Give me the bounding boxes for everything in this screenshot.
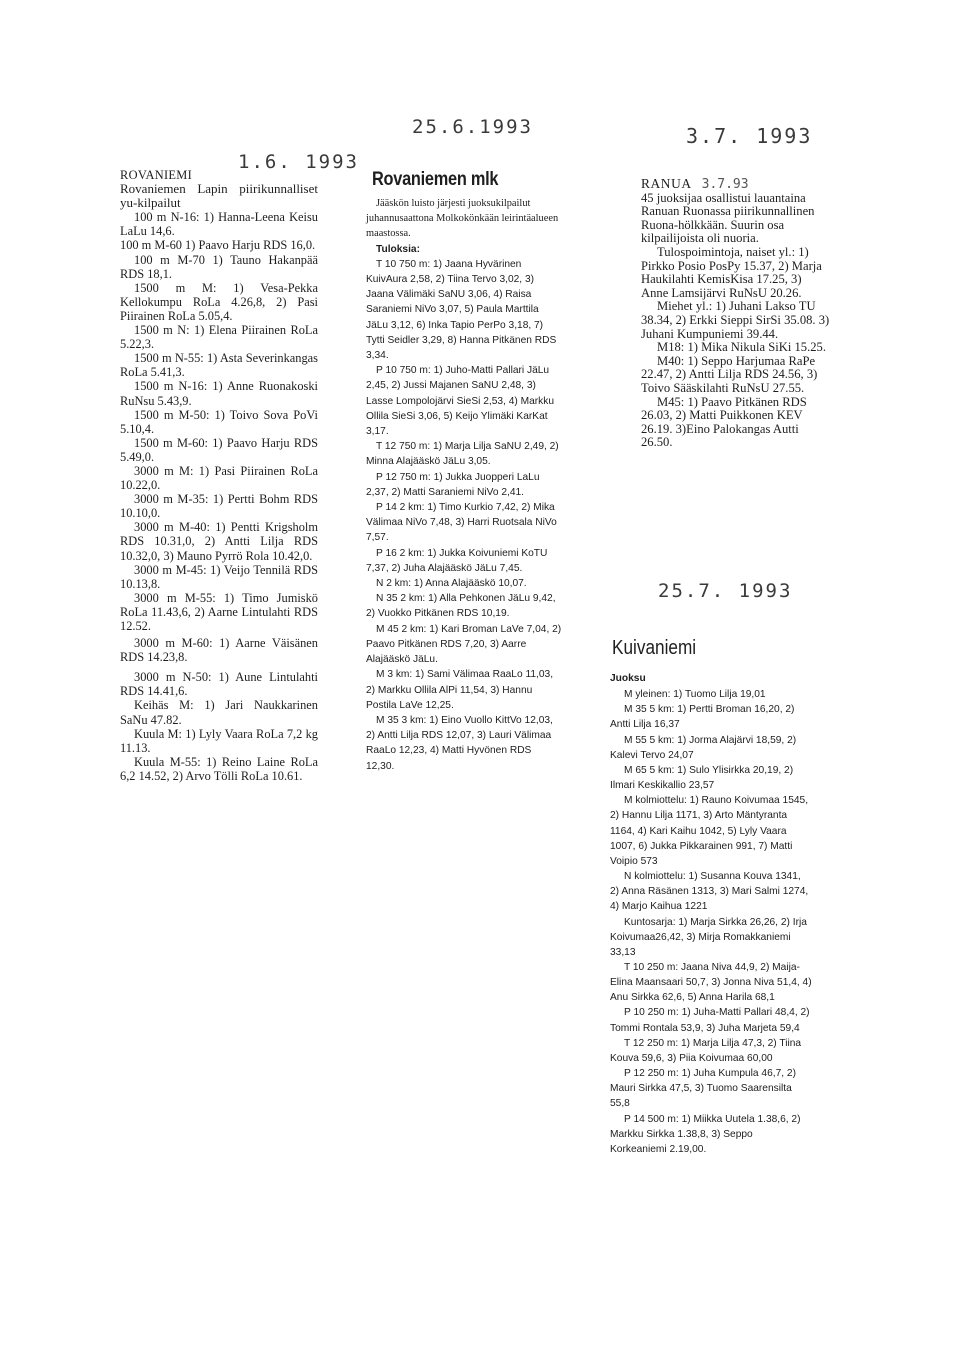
clipping-kuivaniemi <box>610 635 812 1157</box>
result-paragraph: P 10 750 m: 1) Juho-Matti Pallari JäLu 2,45, 2) Jussi Majanen SaNU 2,48, 3) Lasse Lompolojärvi SieSi 2,53, 4) Markku Ollila SieSi 3,06, 5) Keijo Ylimäki KarKat 3,17. <box>366 365 554 438</box>
result-paragraph: T 10 750 m: 1) Jaana Hyvärinen KuivAura 2,58, 2) Tiina Tervo 3,02, 3) Jaana Välimäki SaNU 3,06, 4) Raisa Saraniemi NiVo 3,07, 5) Paula Marttila JäLu 3,12, 6) Inka Tapio PerPo 3,18, 7) Tytti Seidler 3,29, 8) Hanna Pitkänen RDS 3,34. <box>366 258 557 362</box>
result-paragraph: N kolmiottelu: 1) Susanna Kouva 1341, 2) Anna Räsänen 1313, 3) Mari Salmi 1274, 4) Marjo Kaihua 1221 <box>610 871 809 913</box>
result-paragraph: Keihäs M: 1) Jari Naukkarinen SaNu 47.82. <box>120 698 318 727</box>
results-label: Tuloksia: <box>376 243 420 255</box>
result-paragraph: Tulospoimintoja, naiset yl.: 1) Pirkko Posio PosPy 15.37, 2) Marja Haukilahti KemisKisa 17.25, 3) Anne Lamsijärvi RuNsU 20.26. <box>641 244 822 300</box>
result-paragraph: P 14 500 m: 1) Miikka Uutela 1.38,6, 2) Markku Sirkka 1.38,8, 3) Seppo Korkeaniemi 2.19,00. <box>610 1113 801 1155</box>
result-paragraph: M 55 5 km: 1) Jorma Alajärvi 18,59, 2) Kalevi Tervo 24,07 <box>610 734 797 761</box>
clipping-headline: Kuivaniemi <box>612 637 697 659</box>
clipping-heading: Rovaniemen Lapin piirikunnalliset yu-kilpailut <box>120 181 318 211</box>
result-paragraph: 100 m N-16: 1) Hanna-Leena Keisu LaLu 14,6. <box>120 210 318 239</box>
result-paragraph: 3000 m M-35: 1) Pertti Bohm RDS 10.10,0. <box>120 492 318 521</box>
result-paragraph: 1500 m N-55: 1) Asta Severinkangas RoLa 5.41,3. <box>120 351 318 380</box>
result-paragraph: T 12 250 m: 1) Marja Lilja 47,3, 2) Tiina Kouva 59,6, 3) Piia Koivumaa 60,00 <box>610 1037 802 1064</box>
clipping-lead: Jääskön luisto järjesti juoksukilpailut juhannusaattona Molkokönkään leirintäalueen maastossa. <box>366 198 559 240</box>
result-paragraph: 100 m M-70 1) Tauno Hakanpää RDS 18,1. <box>120 252 318 281</box>
result-paragraph: M 35 5 km: 1) Pertti Broman 16,20, 2) Antti Lilja 16,37 <box>610 704 795 731</box>
result-paragraph: 3000 m M-60: 1) Aarne Väisänen RDS 14.23,8. <box>120 636 318 665</box>
handwritten-date-3: 3.7. 1993 <box>686 124 813 148</box>
result-paragraph: 3000 m N-50: 1) Aune Lintulahti RDS 14.41,6. <box>120 670 318 699</box>
handwritten-date-2: 25.6.1993 <box>412 116 533 138</box>
result-paragraph: 1500 m N-16: 1) Anne Ruonakoski RuNsu 5.43,9. <box>120 379 318 408</box>
clipping-rovaniemen-mlk <box>366 168 562 774</box>
result-paragraph: P 12 750 m: 1) Jukka Juopperi LaLu 2,37, 2) Matti Saraniemi NiVo 2,41. <box>366 471 540 498</box>
clipping-ranua <box>641 177 831 450</box>
result-paragraph: 100 m M-60 1) Paavo Harju RDS 16,0. <box>120 238 316 253</box>
result-paragraph: M 45 2 km: 1) Kari Broman LaVe 7,04, 2) Paavo Pitkänen RDS 7,20, 3) Aarre Alajääskö JäLu. <box>366 623 562 666</box>
result-paragraph: 1500 m M-60: 1) Paavo Harju RDS 5.49,0. <box>120 435 318 464</box>
result-paragraph: T 10 250 m: Jaana Niva 44,9, 2) Maija-Elina Maansaari 50,7, 3) Jonna Niva 51,4, 4) Anu Sirkka 62,6, 5) Anna Harila 68,1 <box>610 961 812 1004</box>
result-paragraph: N 2 km: 1) Anna Alajääskö 10,07. <box>376 578 527 590</box>
clipping-city: ROVANIEMI <box>120 168 192 182</box>
result-paragraph: M18: 1) Mika Nikula SiKi 15.25. <box>657 340 826 355</box>
result-paragraph: T 12 750 m: 1) Marja Lilja SaNU 2,49, 2) Minna Alajääskö JäLu 3,05. <box>366 441 559 468</box>
result-paragraph: 1500 m M-50: 1) Toivo Sova PoVi 5.10,4. <box>120 407 318 436</box>
result-paragraph: M kolmiottelu: 1) Rauno Koivumaa 1545, 2) Hannu Lilja 1171, 3) Arto Mäntyranta 1164, 4) Kari Kaihu 1042, 5) Lyly Vaara 1007, 6) Jukka Pikkarainen 991, 7) Matti Voipio 573 <box>610 795 809 867</box>
handwritten-scribble: 3.7.93 <box>701 177 749 192</box>
result-paragraph: Kuula M-55: 1) Reino Laine RoLa 6,2 14.52, 2) Arvo Tölli RoLa 10.61. <box>120 754 318 783</box>
result-paragraph: M 35 3 km: 1) Eino Vuollo KittVo 12,03, 2) Antti Lilja RDS 12,07, 3) Lauri Välimaa RaaLo 12,23, 4) Matti Hyvönen RDS 12,30. <box>366 714 553 772</box>
result-paragraph: P 16 2 km: 1) Jukka Koivuniemi KoTU 7,37, 2) Juha Alajääskö JäLu 7,45. <box>366 547 548 574</box>
result-paragraph: Miehet yl.: 1) Juhani Lakso TU 38.34, 2) Erkki Sieppi SirSi 35.08. 3) Juhani Kumpuniemi 39.44. <box>641 299 830 341</box>
result-paragraph: Kuntosarja: 1) Marja Sirkka 26,26, 2) Irja Koivumaa26,42, 3) Mirja Romakkaniemi 33,13 <box>610 916 807 958</box>
clipping-title: RANUA <box>641 176 692 191</box>
clipping-rovaniemi <box>120 168 318 783</box>
result-paragraph: 1500 m M: 1) Vesa-Pekka Kellokumpu RoLa 4.26,8, 2) Pasi Piirainen RoLa 5.05,4. <box>120 280 318 323</box>
result-paragraph: 3000 m M-55: 1) Timo Jumiskö RoLa 11.43,6, 2) Aarne Lintulahti RDS 12.52. <box>120 590 318 633</box>
result-paragraph: P 14 2 km: 1) Timo Kurkio 7,42, 2) Mika Välimaa NiVo 7,48, 3) Harri Ruotsala NiVo 7,57. <box>366 502 557 544</box>
result-paragraph: M 65 5 km: 1) Sulo Ylisirkka 20,19, 2) Ilmari Keskikallio 23,57 <box>610 764 794 792</box>
result-paragraph: P 12 250 m: 1) Juha Kumpula 46,7, 2) Mauri Sirkka 47,5, 3) Tuomo Saarensilta 55,8 <box>610 1068 796 1110</box>
result-paragraph: 3000 m M: 1) Pasi Piirainen RoLa 10.22,0. <box>120 463 318 493</box>
result-paragraph: 3000 m M-40: 1) Pentti Krigsholm RDS 10.31,0, 2) Antti Lilja RDS 10.32,0, 3) Mauno Pyrrö Rola 10.42,0. <box>120 520 318 563</box>
result-paragraph: 1500 m N: 1) Elena Piirainen RoLa 5.22,3. <box>120 323 318 352</box>
result-paragraph: M yleinen: 1) Tuomo Lilja 19,01 <box>624 689 766 701</box>
handwritten-date-1: 1.6. 1993 <box>238 151 359 173</box>
result-paragraph: 3000 m M-45: 1) Veijo Tennilä RDS 10.13,8. <box>120 562 318 591</box>
result-paragraph: M40: 1) Seppo Harjumaa RaPe 22.47, 2) Antti Lilja RDS 24.56, 3) Toivo Sääskilahti RuNsU 27.55. <box>641 353 818 395</box>
handwritten-date-4: 25.7. 1993 <box>658 580 793 602</box>
result-paragraph: M 3 km: 1) Sami Välimaa RaaLo 11,03, 2) Markku Ollila AlPi 11,54, 3) Hannu Postila LaVe 12,25. <box>366 669 554 711</box>
result-paragraph: N 35 2 km: 1) Alla Pehkonen JäLu 9,42, 2) Vuokko Pitkänen RDS 10,19. <box>366 593 556 620</box>
result-paragraph: P 10 250 m: 1) Juha-Matti Pallari 48,4, 2) Tommi Rontala 53,9, 3) Juha Marjeta 59,4 <box>610 1007 810 1034</box>
result-paragraph: Kuula M: 1) Lyly Vaara RoLa 7,2 kg 11.13. <box>120 726 318 755</box>
result-paragraph: M45: 1) Paavo Pitkänen RDS 26.03, 2) Matti Puikkonen KEV 26.19. 3)Eino Palokangas Autti 26.50. <box>641 394 807 450</box>
result-paragraph: 45 juoksijaa osallistui lauantaina Ranuan Ruonassa piirikunnallinen Ruona-hölkkään. Suurin osa kilpailijoista oli nuoria. <box>641 190 815 246</box>
clipping-headline: Rovaniemen mlk <box>372 169 499 190</box>
section-label: Juoksu <box>610 673 646 684</box>
